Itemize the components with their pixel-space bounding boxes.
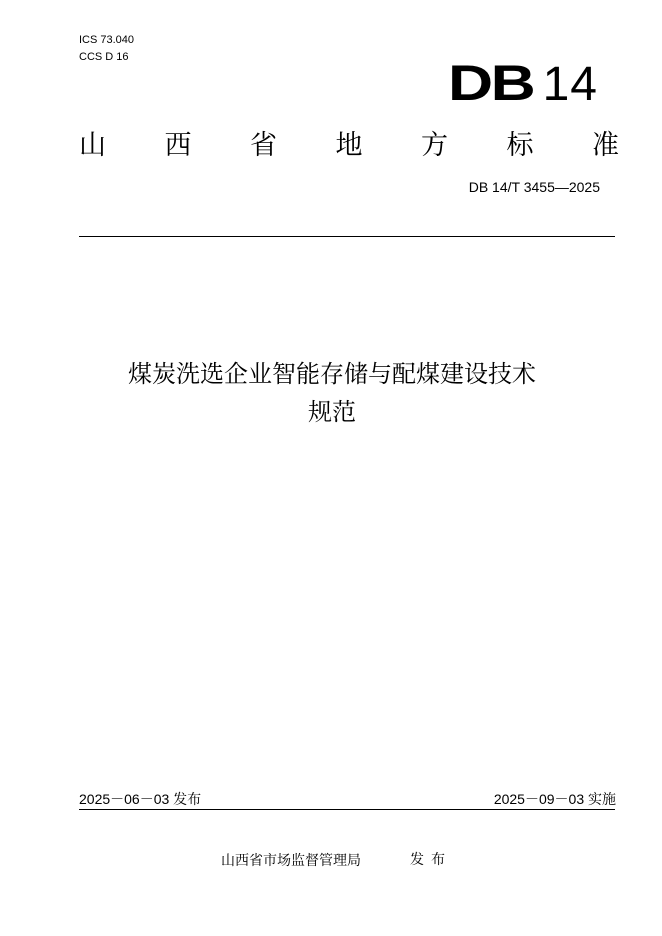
header-divider bbox=[79, 236, 615, 237]
db14-logo bbox=[448, 55, 598, 111]
standard-type-heading bbox=[79, 128, 619, 164]
implement-date: 2025－09－03 实施 bbox=[493, 791, 616, 807]
standard-type-char: 山 bbox=[79, 130, 106, 161]
logo-prefix: DB bbox=[448, 55, 534, 111]
standard-type-char: 准 bbox=[592, 130, 619, 161]
publish-date: 2025－06－03 发布 bbox=[79, 791, 202, 807]
document-title bbox=[66, 355, 598, 431]
standard-type-char: 标 bbox=[506, 130, 534, 161]
logo-number: 14 bbox=[542, 58, 598, 111]
standard-code: DB 14/T 3455—2025 bbox=[468, 179, 600, 195]
standard-type-char: 方 bbox=[421, 130, 448, 161]
ics-code: ICS 73.040 bbox=[79, 34, 135, 46]
document-title-line-2: 规范 bbox=[308, 398, 356, 426]
standard-type-char: 地 bbox=[335, 130, 363, 161]
standard-type-char: 省 bbox=[250, 130, 277, 161]
footer-divider bbox=[79, 809, 615, 810]
issue-label: 发布 bbox=[410, 852, 452, 868]
ccs-code: CCS D 16 bbox=[79, 51, 129, 63]
issuing-authority: 山西省市场监督管理局 bbox=[221, 853, 361, 869]
document-title-line-1: 煤炭洗选企业智能存储与配煤建设技术 bbox=[128, 360, 536, 388]
standard-type-char: 西 bbox=[164, 130, 192, 161]
